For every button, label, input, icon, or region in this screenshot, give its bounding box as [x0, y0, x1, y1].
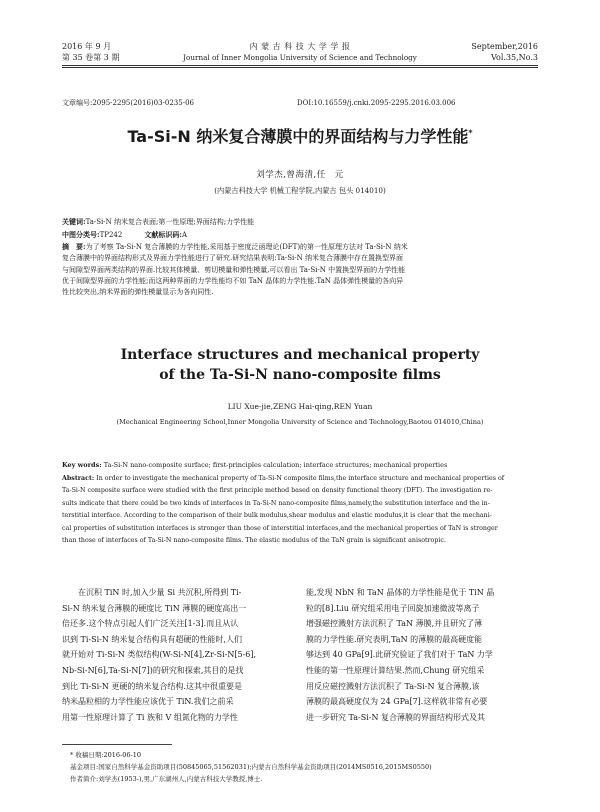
- cn-keywords: [62, 216, 538, 228]
- header-month-en: September,2016: [471, 42, 538, 51]
- cn-abstract: [62, 241, 538, 298]
- body-line: 性能的第一性原理计算结果.然而,Chung 研究组采: [306, 665, 485, 675]
- doc-code-label: 文献标识码:: [144, 230, 182, 239]
- doc-code-value: A: [181, 231, 187, 239]
- body-line: Nb-Si-N[6],Ta-Si-N[7])的研究和探索,其目的是找: [62, 665, 244, 675]
- body-line: 纳米晶粒相的力学性能应该优于 TiN.我们之前采: [62, 697, 234, 707]
- footnote-rule: [62, 744, 172, 745]
- cn-title-footnote-mark: *: [468, 128, 473, 138]
- en-abstract-line: cal properties of substitution interfaces is stronger than those of interstitial interfaces,and the mechanical properties of TaN is stronger: [62, 524, 498, 532]
- cn-abstract-label: 摘 要:: [62, 242, 86, 251]
- en-abstract-line: Ta-Si-N composite surface were studied with the first principle method based on density functional theory (DFT). The investigation re-: [62, 487, 493, 495]
- cn-keywords-text: Ta-Si-N 纳米复合表面;第一性原理;界面结构;力学性能: [85, 218, 255, 226]
- body-line: 薄膜的最高硬度仅为 24 GPa[7].这样就非常有必要: [306, 697, 488, 707]
- body-line: 膜的力学性能.研究表明,TaN 的薄膜的最高硬度能: [306, 634, 483, 644]
- body-line: 用反应磁控溅射方法沉积了 Ta-Si-N 复合薄膜,该: [306, 681, 480, 691]
- body-line: 到比 Ti-Si-N 更硬的纳米复合结构.这其中很重要是: [62, 681, 242, 691]
- body-right-column: [306, 585, 538, 725]
- cn-abstract-line: 与间隙型界面两类结构的界面.比较其体模量、剪切模量和弹性模量,可以看出 Ta-Si-N 中置换型界面的力学性能: [62, 265, 406, 274]
- body-line: 能,发现 NbN 和 TaN 晶体的力学性能是优于 TiN 晶: [306, 588, 495, 597]
- en-abstract-line: terstitial interface. According to the comparison of their bulk modulus,shear modulus and elastic modulus,it is clear that the mechani-: [62, 512, 492, 520]
- body-line: 识到 Ti-Si-N 纳米复合结构具有超硬的性能时,人们: [62, 634, 242, 644]
- body-line: Si-N 纳米复合薄膜的硬度比 TiN 薄膜的硬度高出一: [62, 603, 247, 613]
- en-title-line-2: of the Ta-Si-N nano-composite films: [159, 367, 441, 383]
- cn-title-text: Ta-Si-N 纳米复合薄膜中的界面结构与力学性能: [127, 127, 469, 146]
- en-keywords-label: Key words:: [62, 461, 102, 469]
- footnote-fund: 基金项目:国家自然科学基金资助项目(50845065,51562031);内蒙古自然科学基金资助项目(2014MS0516,2015MS0550): [70, 763, 432, 771]
- cn-keywords-label: 关键词:: [62, 217, 86, 226]
- cn-abstract-line: 优于间隙型界面的力学性能;而这两种界面的力学性能均不如 TaN 晶体的力学性能.TaN 晶体弹性模量的各向异: [62, 276, 404, 285]
- cn-affiliation: (内蒙古科技大学 机械工程学院,内蒙古 包头 014010): [214, 186, 386, 195]
- header-volume-en: Vol.35,No.3: [491, 53, 538, 62]
- header-date: 2016 年 9 月: [62, 42, 112, 51]
- header-rule-top: [62, 65, 538, 66]
- journal-name-en: Journal of Inner Mongolia University of Science and Technology: [183, 53, 417, 62]
- en-abstract: [62, 473, 538, 547]
- cn-classification: [62, 229, 538, 241]
- footnote-author: 作者简介:刘学杰(1953-),男,广东湖州人,内蒙古科技大学教授,博士.: [70, 775, 263, 783]
- en-affiliation: (Mechanical Engineering School,Inner Mongolia University of Science and Technology,Baotou 014010,China): [116, 418, 484, 426]
- article-number: 文章编号:2095-2295(2016)03-0235-06: [62, 99, 194, 107]
- header-rule-bottom: [62, 67, 538, 68]
- body-line: 进一步研究 Ta-Si-N 复合薄膜的界面结构形式及其: [306, 712, 486, 722]
- body-line: 倍还多.这个特点引起人们广泛关注[1-3].而且从认: [62, 619, 239, 629]
- cn-abstract-line: 摘 要:为了考察 Ta-Si-N 复合薄膜的力学性能,采用基于密度泛函理论(DFT)的第一性原理方法对 Ta-Si-N 纳米: [62, 242, 408, 251]
- en-authors: LIU Xue-jie,ZENG Hai-qing,REN Yuan: [227, 402, 373, 411]
- body-line: 就开始对 Ti-Si-N 类似结构(W-Si-N[4],Zr-Si-N[5-6],: [62, 650, 257, 660]
- body-line: 增强磁控溅射方法沉积了 TaN 薄膜,并且研究了薄: [306, 619, 483, 629]
- en-abstract-line: Abstract: In order to investigate the mechanical property of Ta-Si-N composite films,the interface structure and mechanical properties of: [62, 475, 505, 482]
- journal-name-cn: 内 蒙 古 科 技 大 学 学 报: [249, 42, 351, 51]
- body-line: 够达到 40 GPa[9].此研究验证了我们对于 TaN 力学: [306, 650, 493, 660]
- cn-authors: 刘学杰,曾海清,任 元: [256, 170, 344, 180]
- footnote-received: * 收稿日期:2016-06-10: [70, 751, 141, 759]
- en-abstract-line: than those of interfaces of Ta-Si-N nano-composite films. The elastic modulus of the TaN grain is significant anisotropic.: [62, 537, 446, 545]
- cn-title: [0, 124, 600, 147]
- en-abstract-line: sults indicate that there could be two kinds of interfaces in Ta-Si-N nano-composite films,namely,the substitution interface and the in-: [62, 499, 490, 507]
- en-abstract-label: Abstract:: [62, 475, 95, 482]
- body-left-column: [62, 585, 294, 725]
- clc-label: 中图分类号:: [62, 230, 100, 239]
- body-line: 在沉积 TiN 时,加入少量 Si 共沉积,所得到 Ti-: [62, 588, 242, 597]
- cn-abstract-line: 性比较突出,纳米界面的弹性模量显示为各向同性.: [62, 288, 214, 297]
- clc-value: TP242: [99, 231, 123, 239]
- cn-abstract-line: 复合薄膜中的界面结构形式及界面力学性能进行了研究.研究结果表明:Ta-Si-N 纳米复合薄膜中存在置换型界面: [62, 254, 403, 263]
- en-keywords-text: Ta-Si-N nano-composite surface; first-principles calculation; interface structures; mechanical properties: [103, 461, 448, 469]
- en-keywords: [62, 460, 538, 471]
- body-line: 粒的[8].Liu 研究组采用电子回旋加速微波等离子: [306, 603, 480, 613]
- body-line: 用第一性原理计算了 Ti 族和 V 组氮化物的力学性: [62, 712, 238, 722]
- header-volume: 第 35 卷第 3 期: [62, 53, 120, 62]
- en-title-line-1: Interface structures and mechanical property: [120, 347, 480, 363]
- doi: DOI:10.16559/j.cnki.2095-2295.2016.03.006: [297, 99, 456, 107]
